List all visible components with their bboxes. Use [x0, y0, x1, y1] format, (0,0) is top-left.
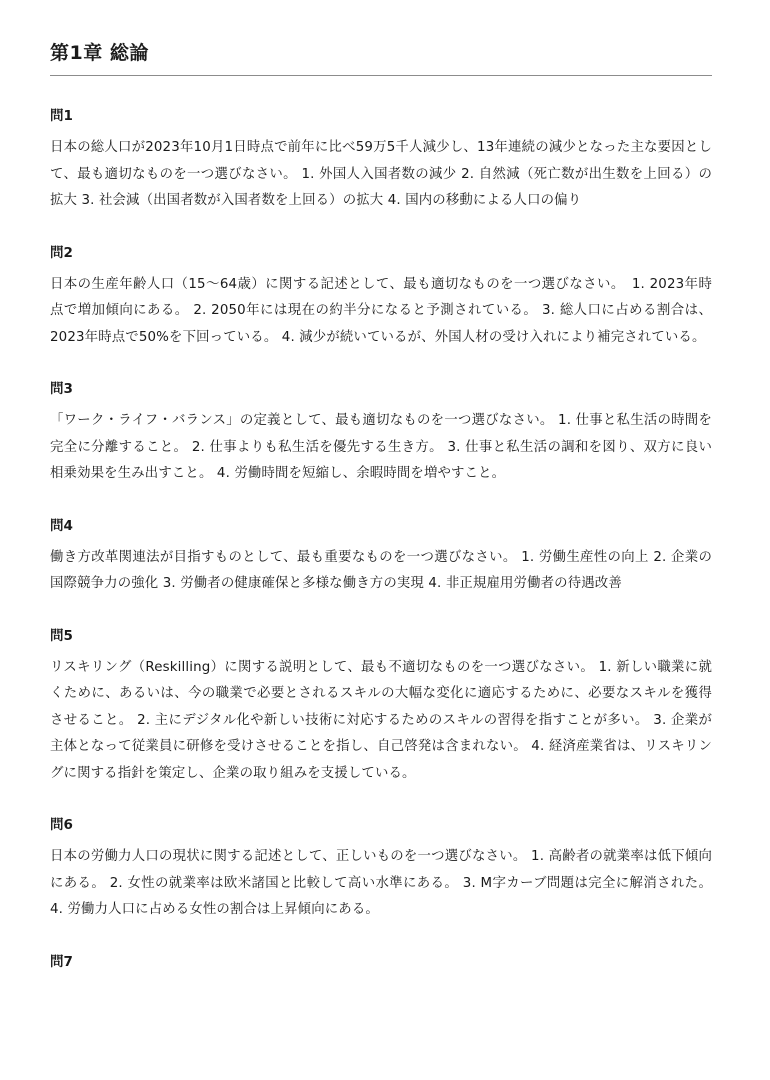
- question-4: [50, 514, 712, 598]
- question-text: 日本の労働力人口の現状に関する記述として、正しいものを一つ選びなさい。 1. 高齢者の就業率は低下傾向にある。 2. 女性の就業率は欧米諸国と比較して高い水準にある。 3. M字カーブ問題は完全に解消された。 4. 労働力人口に占める女性の割合は上昇傾向にある。: [50, 849, 712, 917]
- question-5: [50, 624, 712, 788]
- question-3: [50, 377, 712, 488]
- question-label: 問2: [50, 244, 73, 261]
- question-text: 日本の生産年齢人口（15〜64歳）に関する記述として、最も適切なものを一つ選びなさい。 1. 2023年時点で増加傾向にある。 2. 2050年には現在の約半分になると予測されている。 3. 総人口に占める割合は、2023年時点で50%を下回っている。 4. 減少が続いているが、外国人材の受け入れにより補完されている。: [50, 276, 712, 345]
- question-label: 問3: [50, 381, 73, 397]
- chapter-title: 第1章 総論: [50, 38, 712, 76]
- question-label: 問5: [50, 627, 73, 644]
- question-2: [50, 241, 712, 352]
- question-7: [50, 950, 712, 970]
- question-text: 「ワーク・ライフ・バランス」の定義として、最も適切なものを一つ選びなさい。 1. 仕事と私生活の時間を完全に分離すること。 2. 仕事よりも私生活を優先する生き方。 3. 仕事と私生活の調和を図り、双方に良い相乗効果を生み出すこと。 4. 労働時間を短縮し、余暇時間を増やすこと。: [50, 413, 712, 481]
- question-label: 問1: [50, 108, 73, 124]
- document-page: [50, 38, 712, 981]
- question-label: 問6: [50, 817, 73, 833]
- question-text: 働き方改革関連法が目指すものとして、最も重要なものを一つ選びなさい。 1. 労働生産性の向上 2. 企業の国際競争力の強化 3. 労働者の健康確保と多様な働き方の実現 4. 非正規雇用労働者の待遇改善: [50, 549, 712, 591]
- question-6: [50, 813, 712, 924]
- question-text: リスキリング（Reskilling）に関する説明として、最も不適切なものを一つ選びなさい。 1. 新しい職業に就くために、あるいは、今の職業で必要とされるスキルの大幅な変化に適応するために、必要なスキルを獲得させること。 2. 主にデジタル化や新しい技術に対応するためのスキルの習得を指すことが多い。 3. 企業が主体となって従業員に研修を受けさせることを指し、自己啓発は含まれない。 4. 経済産業省は、リスキリングに関する指針を策定し、企業の取り組みを支援している。: [50, 659, 712, 781]
- question-text: 日本の総人口が2023年10月1日時点で前年に比べ59万5千人減少し、13年連続の減少となった主な要因として、最も適切なものを一つ選びなさい。 1. 外国人入国者数の減少 2. 自然減（死亡数が出生数を上回る）の拡大 3. 社会減（出国者数が入国者数を上回る）の拡大 4. 国内の移動による人口の偏り: [50, 140, 712, 208]
- question-1: [50, 104, 712, 215]
- question-label: 問7: [50, 953, 73, 970]
- question-label: 問4: [50, 517, 73, 534]
